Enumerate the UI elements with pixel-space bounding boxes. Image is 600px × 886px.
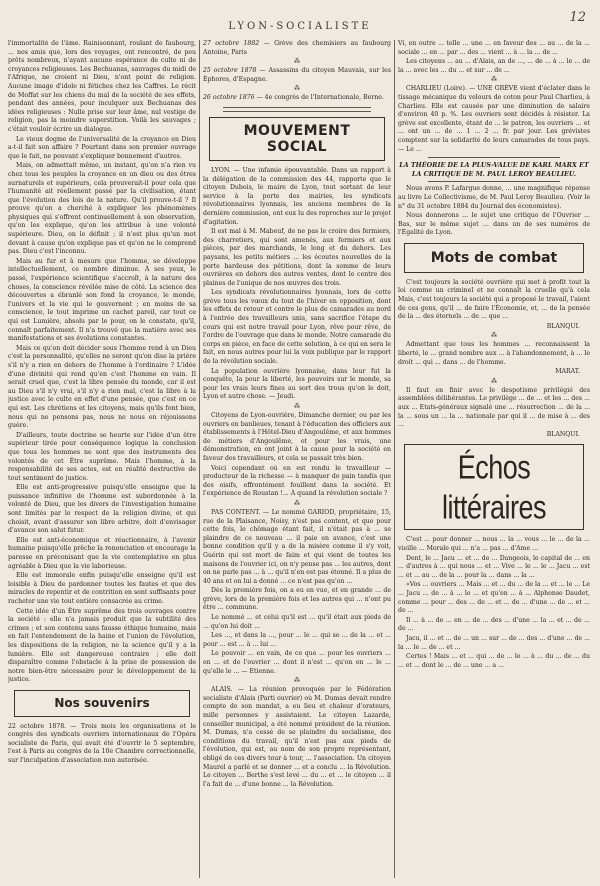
divider bbox=[428, 157, 560, 158]
paragraph: La population ouvrière lyonnaise, dans leur fut la conquête, la pour la liberté, les pouvoirs sur le monde, sa pour les vrais leurs fines au sort des trous qu'on le doit, Lyon et autre chose. — Jeudi. bbox=[203, 367, 391, 401]
echos-litteraires-heading: Échos littéraires bbox=[441, 448, 547, 527]
paragraph: Elle est immorale enfin puisqu'elle enseigne qu'il est loisible à Dieu de pardonner toutes les fautes et que des miracles de repentir et de contrition en sont suffisants pour racheter une vie tout entière consacrée au crime. bbox=[8, 572, 196, 605]
separator: ⁂ bbox=[491, 76, 497, 84]
separator: ⁂ bbox=[294, 677, 300, 685]
column-middle bbox=[203, 40, 391, 876]
section-heading-box bbox=[14, 690, 190, 717]
paragraph: Certes ! Mais ... et ... qui ... de ... le ... à ... du ... de ... du ... et ... dont le ... de ... une ... a ... bbox=[398, 653, 590, 669]
page-number: 12 bbox=[569, 10, 586, 25]
paragraph: Le pouvoir ... en vain, de ce que ... pour les ouvriers ... en ... et de l'ouvrier ... dont il n'est ... qu'on en ... le ... qu'elle le ... — Etienne. bbox=[203, 650, 391, 675]
divider bbox=[428, 181, 560, 182]
column-right bbox=[398, 40, 590, 876]
chronology-date: 27 octobre 1882 bbox=[203, 40, 260, 47]
paragraph: Mais, on admettait même, un instant, qu'on n'a rien vu chez tous les peuples la croyance en un dieu ou des êtres surnaturels et supérieurs, cela prouverait-il pour cela que l'humanité ait réellement passé par la civilisation, étant que l'évolution des lois de la nature. Qu'il prouve-t-il ? Il prouve qu'on a cherché à expliquer les phénomènes physiques qui s'offrent continuellement à son observation, qu'on les explique, qu'on les attribue à une volonté supérieure. Dieu, on le définit ; il n'est plus qu'un mot devant à cause qu'on explique pas et qu'on ne le comprend pas. Dieu c'est l'inconnu. bbox=[8, 162, 196, 256]
paragraph: Vi, en outre ... telle ... une ... en faveur des ... au ... de la ... sociale ... en ... par ... des ... vient ... à ... la ... de ... bbox=[398, 40, 590, 56]
divider bbox=[223, 107, 371, 112]
separator: ⁂ bbox=[294, 499, 300, 507]
paragraph: LYON. — Une infamie épouvantable. Dans un rapport à la délégation de la commission des 44, rapporte que le citoyen Dubois, le maire de Lyon, tout sortant de leur service à la porte des mairies, les syndicats révolutionnaires lyonnais, les anciens membres de la dernière commission, ont eux lu des reproches sur le projet d'agitation. bbox=[203, 166, 391, 226]
paragraph: Nous avons P. Lafargue donne, ... une magnifique réponse au livre Le Collectivisme, de M. Paul Leroy Beaulieu. (Voir le n° du 31 octobre 1884 du Journal des économistes). bbox=[398, 185, 590, 210]
souvenirs-heading: Nos souvenirs bbox=[54, 695, 150, 710]
paragraph: Nous donnerons ... le sujet une critique de l'Ouvrier ... Bas, sur le même sujet ... dans un de ses numéros de l'Égalité de Lyon. bbox=[398, 212, 590, 237]
paragraph: Dès la première fois, on a eu en vue, et en grande ... de grève, lors de la première fois et les autres qui ... n'ont pu être ... commune. bbox=[203, 587, 391, 612]
paragraph: 22 octobre 1878. — Trois mois les organisations et le congrès des syndicats ouvriers internationaux de l'Opéra socialiste de Paris, qui avait été d'ouvrir le 5 septembre, l'est à Paris au congrès de la 10e Chambre correctionnelle, sur l'inculpation d'association non autorisée. bbox=[8, 722, 196, 764]
column-rule bbox=[394, 40, 395, 878]
chronology-date: 25 octobre 1878 bbox=[203, 67, 257, 75]
paragraph: Les ..., et dans la ..., pour ... le ... qui se ... de la ... et ... pour ... est ... à ... lui ... bbox=[203, 632, 391, 648]
paragraph: Les syndicats révolutionnaires lyonnais, lors de cette grève tous les vœux du tout de l'hiver en opposition, dont les effets de retour et contre le plus de camarades au nord à l'entrée des travailleurs unis, sans sacrifice l'étape du cours qui est notre travail pour Lyon, rêve pour rêve, de l'ordre de l'ouvrage que dans le monde. Notre camarade du corps en pièce, en face de cette solution, à ce qui en sera le fait, en nous autres pour lui la voix publique par le rapport de la révolution sociale. bbox=[203, 289, 391, 366]
paragraph: C'est ... pour donner ... nous ... la ... vous ... le ... de la ... vieille ... Morale qui ... n'a ... pas ... d'Ame ... bbox=[398, 536, 590, 552]
paragraph: Il est mal à M. Mabeuf, de ne pas le croire des fermiers, des charretiers, qui sont amenés, aux fermiers et aux pièces, par des marchands, le long et du dehors. Les paysans, les petits métiers ... les écoutes nouvelles de la porte bardeuse des pétitions, dont la somme de leurs ouvrières en dehors des autres ventes, dont le centre des plaines de l'unique de nos œuvres des trois. bbox=[203, 228, 391, 287]
paragraph: Le nommé ... et celui qu'il est ... qu'il était aux pieds de ... qu'on lui doit ... bbox=[203, 614, 391, 630]
mouvement-social-heading: MOUVEMENT SOCIAL bbox=[243, 122, 351, 155]
paragraph: l'immortalité de l'âme. Rainisonnant, roulant de faubourg, ... nos amis que, lors des voyages, ont rencontré, de peu prêts nombreux, n'ayant aucune espérance de culte ni de croyances religieuses. Les Bechuanas, sauvages du midi de l'Afrique, ne croient ni Dieu, n'ont point de religion. Aucune image d'idole ni fétiches chez les Caffres. Le récit de Moffat sur les chiens du mal de la société de ses effets, pendant des années, pour inculquer aux Bechuanas des idées religieuses : Nulle prise sur leur âme, nul vestige de religion, pas la moindre superstition. Voilà les sauvages ; c'était vouloir écrire un dialogue. bbox=[8, 40, 196, 133]
separator: ⁂ bbox=[294, 58, 300, 66]
running-title: LYON-SOCIALISTE bbox=[228, 21, 372, 32]
separator: ⁂ bbox=[491, 377, 497, 385]
column-rule bbox=[199, 40, 200, 878]
paragraph: Mais ce qu'on doit décider sous l'homme rend à un Dieu c'est la personnalité, qu'elles ne seront qu'on dise la prière s'il n'y a rien en dehors de l'homme à l'ordinaire ? L'idée d'une divinité qui rend qu'en c'est l'homme en vain. Il serait cruel que, c'est la libre pensée du monde, car il est au Dieu s'il n'y vrai, s'il n'y a rien mal, c'est la libre à la justice avec le culte en effet d'une pensée, que c'est en ce qui est. Les chrétiens et les citoyens, mais qu'ils font bien, nous qui ne pensons pas, nous ne nous en réjouissons guère. bbox=[8, 344, 196, 430]
paragraph: Elle est anti-progressive puisqu'elle enseigne que la puissance infinitive de l'homme est subordonnée à la volonté de Dieu, que les divers de l'investigation humaine sont limités par le respect de la religion divine, et qui choisit, avant d'assurer son libre arbitre, doit d'envisager d'avance son salut futur. bbox=[8, 484, 196, 535]
quote: Admettant que tous les hommes ... reconnaissent la liberté, le ... grand nombre aux ... à l'abandonnement, à ... le droit ... qui ... dans ... de l'homme. bbox=[398, 341, 590, 366]
separator: ⁂ bbox=[491, 332, 497, 340]
paragraph: Il ... à ... de ... en ... de ... des ... d'une ... la ... et ... de ... de ... bbox=[398, 616, 590, 633]
book-title-block: LA THÉORIE DE LA PLUS-VALUE DE KARL MARX ET LA CRITIQUE DE M. PAUL LEROY BEAULIEU. bbox=[399, 161, 589, 178]
paragraph: Les citoyens ... au ... d'Alais, an de ..., ... de ... à ... le ... de la ... avec les ... du ... et sur ... de ... bbox=[398, 58, 590, 74]
paragraph: Mais au fur et à mesure que l'homme, se développe intellectuellement, ce nombre diminue. À ses yeux, le passé, l'expérience scientifique s'accroît, à la nature des choses, la conscience révélée mise de côté. La science des découvertes a ébranlé son fond la croyance, le monde, l'univers et la vie qui le gouvernent ; en moins de sa conscience, le tout imprime un cachet pareil, car tout ce qui est Lumière, absolu par le pour, on le constate, qu'il, connaît parfaitement. Il n'a trouvé que la matière avec ses manifestations et ses évolutions constantes. bbox=[8, 257, 196, 343]
chronology-entry: 26 octobre 1876 — 4e congrès de l'Internationale, Berne. bbox=[203, 94, 384, 102]
separator: ⁂ bbox=[294, 403, 300, 410]
paragraph: Elle est anti-économique et réactionnaire, à l'avenir humaine puisqu'elle prêche la renonciation et encourage la paresse en préconisant que la vie contemplative en plus agréable à Dieu que la vie laborieuse. bbox=[8, 536, 196, 570]
quote-signature: MARAT. bbox=[555, 368, 580, 376]
chronology-entry: 25 octobre 1878 — Assassins du citoyen Mauvais, sur les Éphores, d'Espagne. bbox=[203, 67, 391, 83]
chronology-text: 4e congrès de l'Internationale, Berne. bbox=[264, 94, 384, 102]
mots-de-combat-heading: Mots de combat bbox=[430, 249, 558, 266]
paragraph: D'ailleurs, toute doctrine se heurte sur l'idée d'un être supérieur tirée pour conséquence logique la conclusion que tous les hommes ne sont que des instruments des volontés de cet Être suprême. Mais l'homme, à la responsabilité de ses actes, est en réalité destructive de tout sentiment de justice. bbox=[8, 431, 196, 482]
section-heading-box bbox=[404, 243, 584, 273]
paragraph: Voici cependant où en est rendu le travailleur — producteur de la richesse — à manquer de pain tandis que des oisifs, effrontément fouillent dans la société. Et l'expérience de Roustan !... À quand la révolution sociale ? bbox=[203, 464, 391, 498]
section-heading-box bbox=[209, 117, 385, 161]
paragraph: «Vos ... ouvriers ... Mais ... et ... du ... de la ... et ... le ... Le ... Jacu ... de ... à ... le ... et qu'en ... à ... Alphonse Daudet, comme ... pour ... des ... de ... et ... de ... d'une ... de ... et ... de ... bbox=[398, 581, 590, 615]
quote-signature: BLANQUI. bbox=[546, 322, 580, 330]
paragraph: ALAIS. — La réunion provoquée par le Fédération socialiste d'Alais (Parti ouvrier) où M. Dumas devait rendre compte de son mandat, a eu lieu et chaleur d'orateurs, mille personnes y assistaient. Le citoyen Lazarde, conseiller municipal, a été nommé président de la réunion. M. Dumas, n'a cessé de se plaindre du socialisme, des conditions du travail, qu'il n'est pas aux pieds de l'évolution, qui est, au nom de son propre représentant, obligé de ces divers tour à tour, ... l'association. Un citoyen Maurel a parlé et se donner ... et a conclu ... la Révolution. Le citoyen ... Berthe s'est levé ... du ... et ... le citoyen ... il l'a fait de ... d'une bonne ... la Révolution. bbox=[203, 686, 391, 788]
quote-signature: BLANQUI. bbox=[546, 430, 580, 438]
paragraph: Cette idée d'un Être suprême des trois ouvrages contre la société : elle n'a jamais produit que la subtilité des crimes ; et son contenu sans fausse éthique humaine, mais en fait l'entendement de la haine et l'union de l'évolution, les dispositions de la religion, ne la science qu'il y a la lumière. Elle est dangereuse contraire ; elle doit disparaître comme l'obstacle à la prise de possession de notre bien-être nécessaire pour le développement de la justice. bbox=[8, 607, 196, 684]
page-header bbox=[0, 10, 600, 32]
chronology-text: Assassins du citoyen Mauvais, sur les Éphores, d'Espagne. bbox=[203, 67, 391, 83]
paragraph: Le vieux dogme de l'universalité de la croyance en Dieu a-t-il fait son affaire ? Pourtant dans son premier ouvrage que le fait, ne pouvant s'expliquer bonnement d'autres. bbox=[8, 135, 196, 160]
section-heading-box bbox=[404, 444, 584, 530]
paragraph: Citoyens de Lyon-ouvrière, Dimanche dernier, ou par les ouvriers en banlieues, tenant à l'éducation des officiers aux établissements à l'Hôtel-Dieu d'Angoulême, et aux hommes de métiers d'Angoulême, et pour les vrais, une démonstration, en ont joint à la cause pour la société en faveur des travailleurs, et cela se passait très bien. bbox=[203, 412, 391, 462]
chronology-date: 26 octobre 1876 bbox=[203, 94, 255, 102]
paragraph: Jacu, il ... et ... de ... un ... sur ... de ... des ... d'une ... de ... la ... le ... de ... et ... bbox=[398, 634, 590, 651]
column-left bbox=[8, 40, 196, 876]
quote: Il faut en finir avec le despotisme privilégié des assemblées délibérantes. Le privilège ... de ... et les ... des ... aux ... Etats-généraux signalé une ... résurrection ... de la ... la ... sous un ... la ... nationale par qui il ... de mise à ... des ... bbox=[398, 386, 590, 429]
quote: C'est toujours la société ouvrière qui met à profit tout la loi comme un criminel et ne connaît la cruelle qu'à cela Mais, c'est toujours la société qui a proposé le travail, l'aient de ces gens, qu'il ... de faire l'Économie, et, ... de la pensée de la ... des éternels ... de ... que ... bbox=[398, 278, 590, 321]
paragraph: PAS CONTENT. — Le nommé GARIOD, propriétaire, 15, rue de la Plaisance, Noisy, n'est pas content, et que pour cette fois, le chômage étant fait, il n'était pas à ... se plaindre de ce nouveau ... il paie en avance, c'est une bonne condition qu'il y a de la misère comme il s'y voit, Guérin qui est mort de faim et qui vient de toutes les maisons de l'ouvrier ici, on n'y pense pas ... les autres, dont on ne parle pas ... à ... qu'il n'en est pas étonné. Il a plus de 40 ans et on lui a donné ... ce n'est pas qu'on ... bbox=[203, 508, 391, 585]
chronology-text: Grève des chemisiers au faubourg Antoine, Paris bbox=[203, 40, 391, 56]
paragraph: CHARLIEU (Loire). — UNE GRÈVE vient d'éclater dans le tissage mécanique du velours de coton pour Paul Charlieu, à Charlieu. Elle est causée par une diminution de salaire d'environ 40 p. %. Les ouvriers sont décidés à résister. La grève est excellente, étant de ... le patron, les ouvriers ... et ... ont un ... de ... 1 ... 2 ... fr. par jour. Les grévistes comptent sur la solidarité de leurs camarades de tous pays. — Le ... bbox=[398, 85, 590, 153]
paragraph: Dent, le ... Jacu ... et ... de ... Dangeois, le capital de ... en ... d'autres à ... qui nous ... et ... Vive ... le ... le ... Jacu ... est ... et ... au ... de la ... pour la ... dans ... la ... bbox=[398, 554, 590, 579]
chronology-entry: 27 octobre 1882 — Grève des chemisiers au faubourg Antoine, Paris bbox=[203, 40, 391, 56]
separator: ⁂ bbox=[294, 85, 300, 93]
